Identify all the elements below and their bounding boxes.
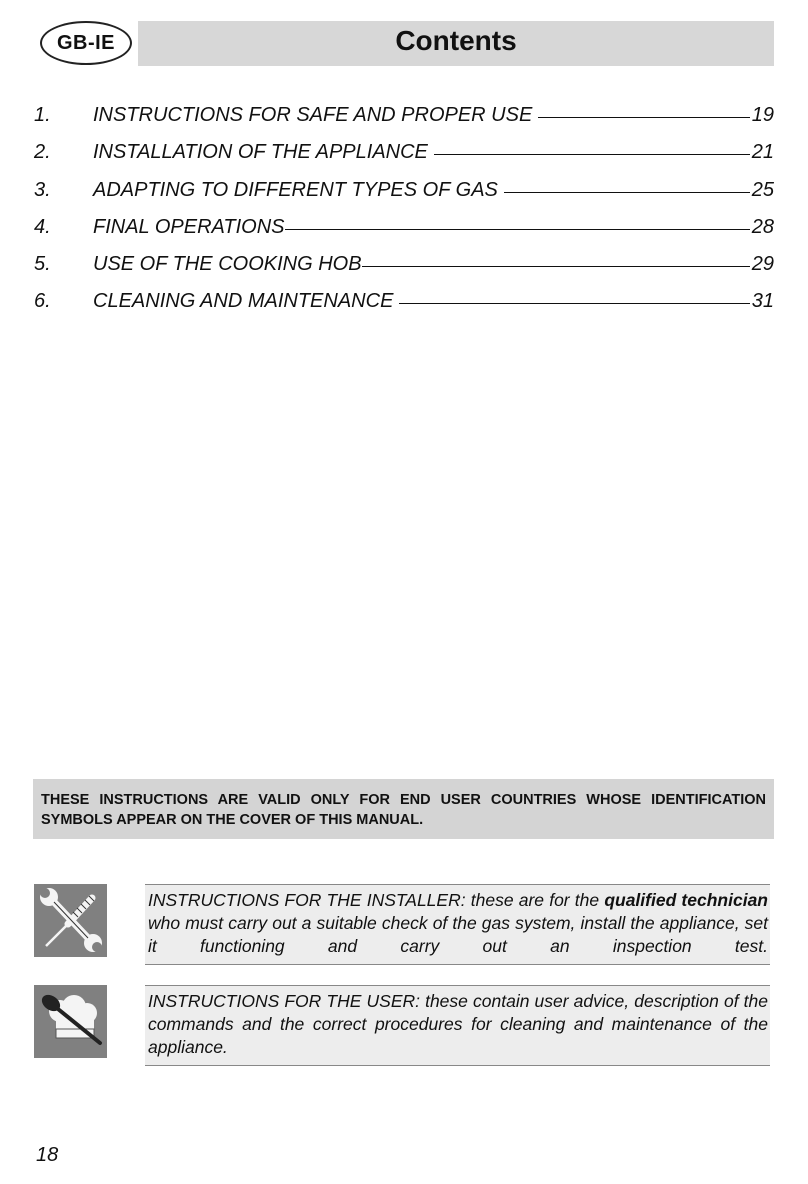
spoon-chef-hat-icon — [34, 985, 107, 1058]
toc-number: 4. — [34, 215, 51, 238]
toc-leader — [504, 192, 750, 193]
toc-item[interactable] — [34, 137, 774, 174]
toc-page-number: 31 — [751, 290, 774, 313]
toc-title: INSTRUCTIONS FOR SAFE AND PROPER USE — [93, 104, 533, 126]
installer-instructions — [145, 884, 770, 965]
toc-leader — [285, 229, 750, 230]
toc-item[interactable] — [34, 249, 774, 286]
toc-leader — [399, 303, 749, 304]
toc-page-number: 21 — [751, 141, 774, 164]
toc-title: FINAL OPERATIONS — [93, 215, 285, 238]
table-of-contents — [34, 100, 774, 324]
toc-item[interactable] — [34, 100, 774, 137]
installer-emphasis: qualified technician — [604, 890, 768, 910]
toc-leader — [362, 266, 750, 267]
toc-item[interactable] — [34, 175, 774, 212]
language-badge: GB-IE — [40, 21, 132, 65]
page-title: Contents — [395, 24, 517, 56]
installer-lead: INSTRUCTIONS FOR THE INSTALLER: these are for the — [148, 890, 605, 910]
toc-title: INSTALLATION OF THE APPLIANCE — [93, 141, 428, 164]
header-bar — [138, 21, 774, 66]
toc-number: 3. — [34, 178, 51, 201]
toc-title: ADAPTING TO DIFFERENT TYPES OF GAS — [93, 178, 498, 201]
validity-notice: THESE INSTRUCTIONS ARE VALID ONLY FOR END USER COUNTRIES WHOSE IDENTIFICATION SYMBOLS APPEAR ON THE COVER OF THIS MANUAL. — [33, 779, 774, 839]
toc-page-number: 28 — [751, 215, 774, 238]
toc-number: 6. — [34, 290, 51, 313]
toc-number: 1. — [34, 104, 51, 126]
page-number: 18 — [36, 1144, 59, 1166]
installer-rest: who must carry out a suitable check of the gas system, install the appliance, set it functioning and carry out an inspection test. — [148, 913, 768, 956]
toc-item[interactable] — [34, 212, 774, 249]
toc-title: USE OF THE COOKING HOB — [93, 253, 362, 276]
toc-page-number: 29 — [751, 253, 774, 276]
wrench-screwdriver-icon — [34, 884, 107, 957]
toc-page-number: 19 — [751, 104, 774, 126]
toc-number: 5. — [34, 253, 51, 276]
toc-page-number: 25 — [751, 178, 774, 201]
toc-number: 2. — [34, 141, 51, 164]
toc-leader — [434, 154, 750, 155]
toc-title: CLEANING AND MAINTENANCE — [93, 290, 394, 313]
toc-leader — [538, 117, 749, 118]
toc-item[interactable] — [34, 286, 774, 323]
user-instructions: INSTRUCTIONS FOR THE USER: these contain user advice, description of the commands and the correct procedures for cleaning and maintenance of the appliance. — [145, 985, 770, 1066]
